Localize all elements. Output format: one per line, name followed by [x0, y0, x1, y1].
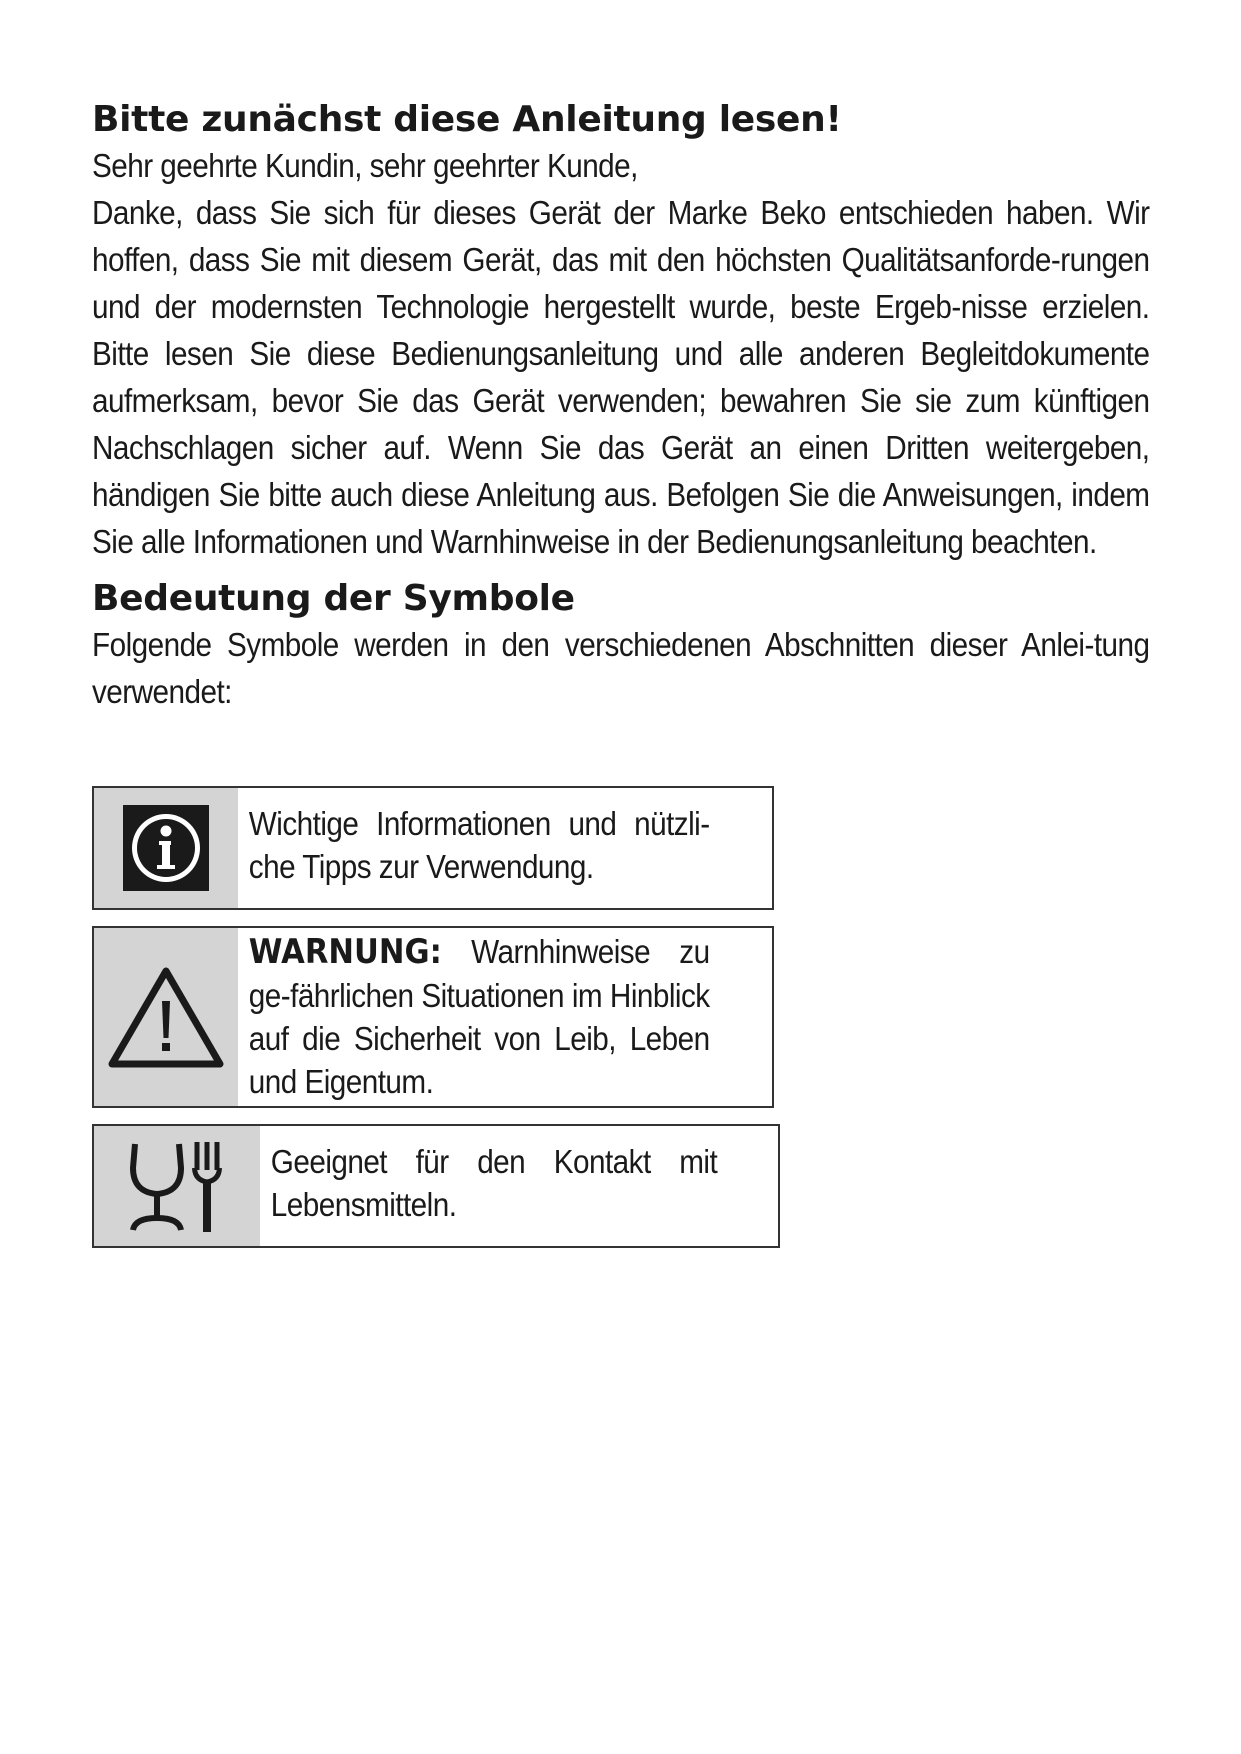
warning-icon-cell	[94, 928, 238, 1106]
warning-text-block	[238, 928, 719, 1106]
symbol-box-warning	[92, 926, 774, 1108]
intro-heading: Bitte zunächst diese Anleitung lesen!	[92, 99, 842, 140]
intro-section	[92, 98, 1150, 715]
info-icon	[123, 805, 209, 891]
warning-text: Warnhinweise zu ge-fährlichen Situationen im Hinblick auf die Sicherheit von Leib, Leben und Eigentum.	[248, 933, 710, 1100]
warning-label: WARNUNG:	[248, 932, 442, 972]
info-icon-cell	[94, 788, 238, 908]
warning-triangle-icon	[107, 965, 225, 1069]
symbols-description: Folgende Symbole werden in den verschiedenen Abschnitten dieser Anlei-tung verwendet:	[92, 626, 1150, 710]
symbol-box-info	[92, 786, 774, 910]
food-safe-text: Geeignet für den Kontakt mit Lebensmitteln.	[270, 1143, 718, 1223]
symbols-heading: Bedeutung der Symbole	[92, 578, 575, 619]
food-icon-cell	[94, 1126, 260, 1246]
food-safe-icon	[127, 1140, 227, 1232]
symbol-box-food-safe	[92, 1124, 780, 1248]
info-text: Wichtige Informationen und nützli-che Tipps zur Verwendung.	[248, 805, 710, 885]
intro-paragraph: Danke, dass Sie sich für dieses Gerät der Marke Beko entschieden haben. Wir hoffen, dass Sie mit diesem Gerät, das mit den höchsten Qualitätsanforde-rungen und der modernsten Technologie hergestellt wurde, beste Ergeb-nisse erzielen. Bitte lesen Sie diese Bedienungsanleitung und alle anderen Begleitdokumente aufmerksam, bevor Sie das Gerät verwenden; bewahren Sie sie zum künftigen Nachschlagen sicher auf. Wenn Sie das Gerät an einen Dritten weitergeben, händigen Sie bitte auch diese Anleitung aus. Befolgen Sie die Anweisungen, indem Sie alle Informationen und Warnhinweise in der Bedienungsanleitung beachten.	[92, 194, 1150, 560]
greeting: Sehr geehrte Kundin, sehr geehrter Kunde,	[92, 147, 638, 184]
